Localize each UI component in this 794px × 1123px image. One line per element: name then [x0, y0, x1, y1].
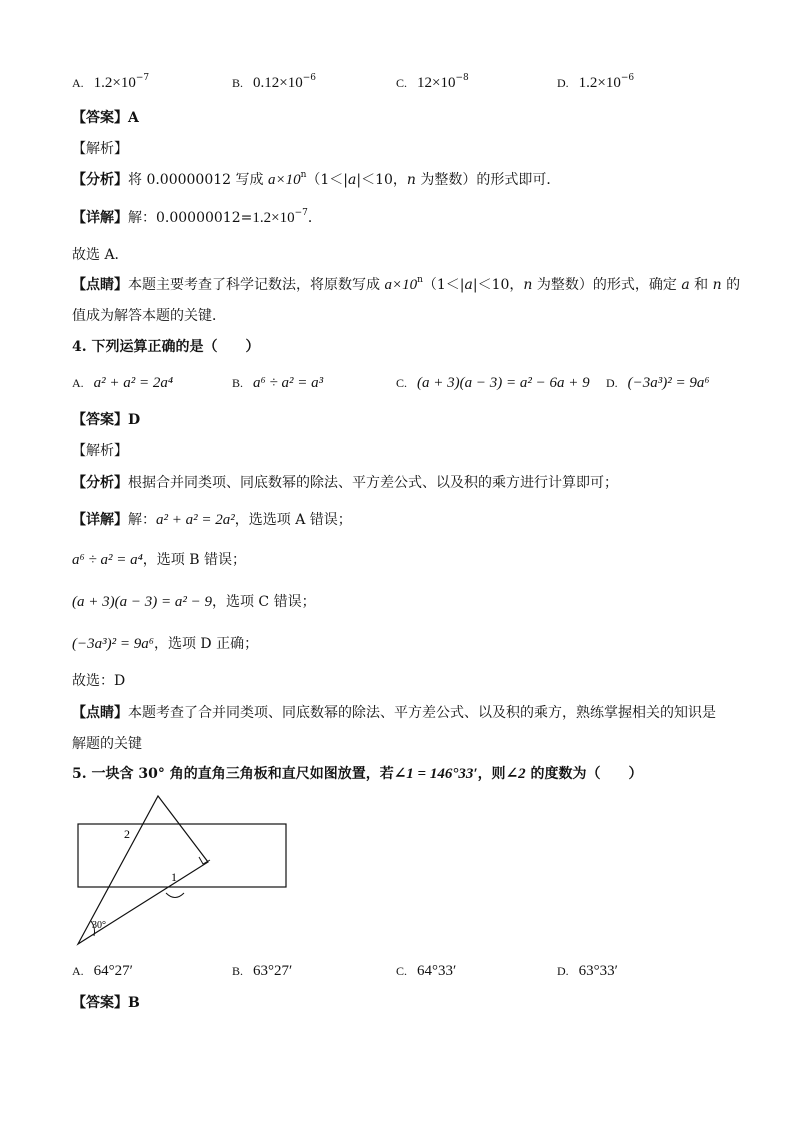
- q4-jiexi: 【解析】: [72, 443, 128, 459]
- q4-option-a: A. a² + a² = 2a⁴: [72, 375, 174, 391]
- q4-fenxi: 【分析】根据合并同类项、同底数幂的除法、平方差公式、以及积的乘方进行计算即可；: [72, 475, 618, 491]
- q5-figure: [70, 790, 300, 950]
- q5-option-b: B. 63°27′: [232, 963, 293, 979]
- angle-30-label: 30°: [92, 920, 106, 931]
- q4-step-b: a⁶ ÷ a² = a⁴，选项 B 错误；: [72, 552, 246, 568]
- q3-xiangjie: 【详解】解：$0.00000012=1.2\times 10^{-7}$．: [72, 208, 322, 226]
- q4-option-c: C. (a + 3)(a − 3) = a² − 6a + 9: [396, 375, 590, 391]
- angle-1-arc: [166, 893, 184, 898]
- q5-option-c: C. 64°33′: [396, 963, 457, 979]
- q4-xiangjie: 【详解】解：a² + a² = 2a²，选选项 A 错误；: [72, 512, 352, 528]
- q5-answer: 【答案】B: [72, 995, 140, 1011]
- q5-title: 5. 一块含 30° 角的直角三角板和直尺如图放置，若∠1 = 146°33′，则∠2 的度数为（ ）: [72, 766, 643, 782]
- q3-guxuan: 故选 A．: [72, 247, 129, 263]
- q3-option-d: D. $1.2\times 10^{-6}$: [557, 73, 635, 91]
- q4-dianjing: 【点睛】本题考查了合并同类项、同底数幂的除法、平方差公式、以及积的乘方，熟练掌握相关的知识是: [72, 705, 716, 721]
- q3-answer: 【答案】A: [72, 110, 139, 126]
- q3-fenxi: 【分析】将 0.00000012 写成 $a\times 10^n(1<|a|<10$，n 为整数）的形式即可．: [72, 170, 561, 188]
- q5-option-d: D. 63°33′: [557, 963, 618, 979]
- q3-option-b: B. $0.12\times 10^{-6}$: [232, 73, 317, 91]
- q4-title: 4. 下列运算正确的是（ ）: [72, 339, 260, 355]
- q3-option-c: C. $12\times 10^{-8}$: [396, 73, 469, 91]
- angle-2-label: 2: [124, 827, 130, 841]
- q4-step-c: (a + 3)(a − 3) = a² − 9，选项 C 错误；: [72, 594, 316, 610]
- q4-step-d: (−3a³)² = 9a⁶，选项 D 正确；: [72, 636, 259, 652]
- q5-option-a: A. 64°27′: [72, 963, 133, 979]
- q4-dianjing-cont: 解题的关键: [72, 736, 142, 752]
- q4-answer: 【答案】D: [72, 412, 141, 428]
- q4-option-d: D. (−3a³)² = 9a⁶: [606, 375, 710, 391]
- q3-dianjing-cont: 值成为解答本题的关键．: [72, 308, 226, 324]
- q3-option-a: A. $1.2\times 10^{-7}$: [72, 73, 150, 91]
- q3-dianjing: 【点睛】本题主要考查了科学记数法，将原数写成 $a\times 10^n(1<|a|<10$，n 为整数）的形式，确定 a 和 n 的: [72, 275, 741, 293]
- q4-option-b: B. a⁶ ÷ a² = a³: [232, 375, 324, 391]
- q4-guxuan: 故选：D: [72, 673, 126, 689]
- angle-1-label: 1: [171, 870, 177, 884]
- q3-jiexi: 【解析】: [72, 141, 128, 157]
- ruler: [78, 824, 286, 887]
